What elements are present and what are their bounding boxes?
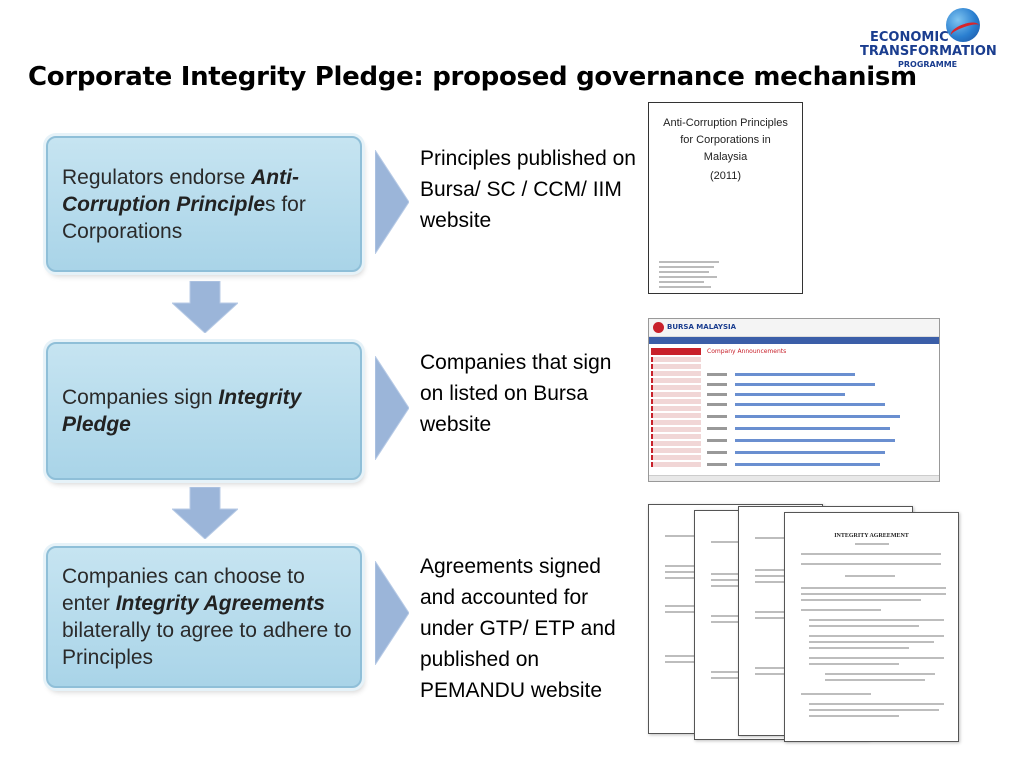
down-arrow-icon — [172, 281, 238, 333]
etp-logo — [858, 8, 998, 68]
right-chevron-icon — [375, 561, 409, 665]
step-text — [62, 563, 352, 671]
bursa-website-thumbnail — [648, 318, 940, 482]
step-text-plain: Companies can choose to enter — [62, 565, 305, 615]
globe-icon — [946, 8, 980, 42]
right-chevron-icon — [375, 150, 409, 254]
step-text-plain: Regulators endorse — [62, 165, 252, 189]
principles-document-thumbnail — [648, 102, 803, 294]
document-text-line — [659, 281, 704, 283]
step-text-plain: s for Corporations — [62, 192, 306, 243]
document-text-line — [659, 276, 717, 278]
document-year: (2011) — [710, 170, 741, 182]
step-text — [62, 384, 352, 438]
agreement-heading: INTEGRITY AGREEMENT — [834, 533, 909, 539]
step-description: Agreements signed and accounted for under GTP/ ETP and published on PEMANDU website — [420, 555, 616, 702]
step-text — [62, 164, 352, 245]
logo-line-1: ECONOMIC — [870, 30, 949, 45]
document-text-line — [659, 271, 709, 273]
step-text-plain: Companies sign — [62, 386, 219, 409]
logo-line-2: TRANSFORMATION — [860, 44, 997, 59]
integrity-agreements-thumbnail — [648, 502, 958, 742]
website-header — [649, 319, 939, 337]
logo-line-3: PROGRAMME — [898, 60, 958, 69]
step-box-pledge — [46, 342, 362, 480]
step-text-emphasis: Integrity Agreements — [115, 592, 325, 615]
website-heading: Company Announcements — [707, 348, 787, 355]
step-text-plain: bilaterally to agree to adhere to Principles — [62, 619, 352, 669]
step-description: Companies that sign on listed on Bursa website — [420, 351, 612, 436]
step-text-emphasis: Integrity Pledge — [62, 386, 302, 436]
document-text-line — [659, 286, 711, 288]
bursa-logo-icon — [653, 322, 664, 333]
step-box-agreements — [46, 546, 362, 688]
right-chevron-icon — [375, 356, 409, 460]
document-title-text: Anti-Corruption Principles for Corporations in Malaysia — [663, 117, 788, 163]
agreement-page-front — [784, 512, 959, 742]
website-status-bar — [649, 475, 939, 481]
down-arrow-icon — [172, 487, 238, 539]
step-description: Principles published on Bursa/ SC / CCM/ IIM website — [420, 147, 636, 232]
website-brand: BURSA MALAYSIA — [667, 323, 737, 331]
document-text-line — [659, 261, 719, 263]
document-text-line — [659, 266, 714, 268]
step-box-endorse — [46, 136, 362, 272]
website-sidebar — [651, 348, 701, 477]
document-title — [659, 115, 792, 185]
website-nav-bar — [649, 337, 939, 344]
step-text-emphasis: Anti-Corruption Principle — [62, 165, 299, 216]
slide-title: Corporate Integrity Pledge: proposed governance mechanism — [28, 62, 917, 92]
